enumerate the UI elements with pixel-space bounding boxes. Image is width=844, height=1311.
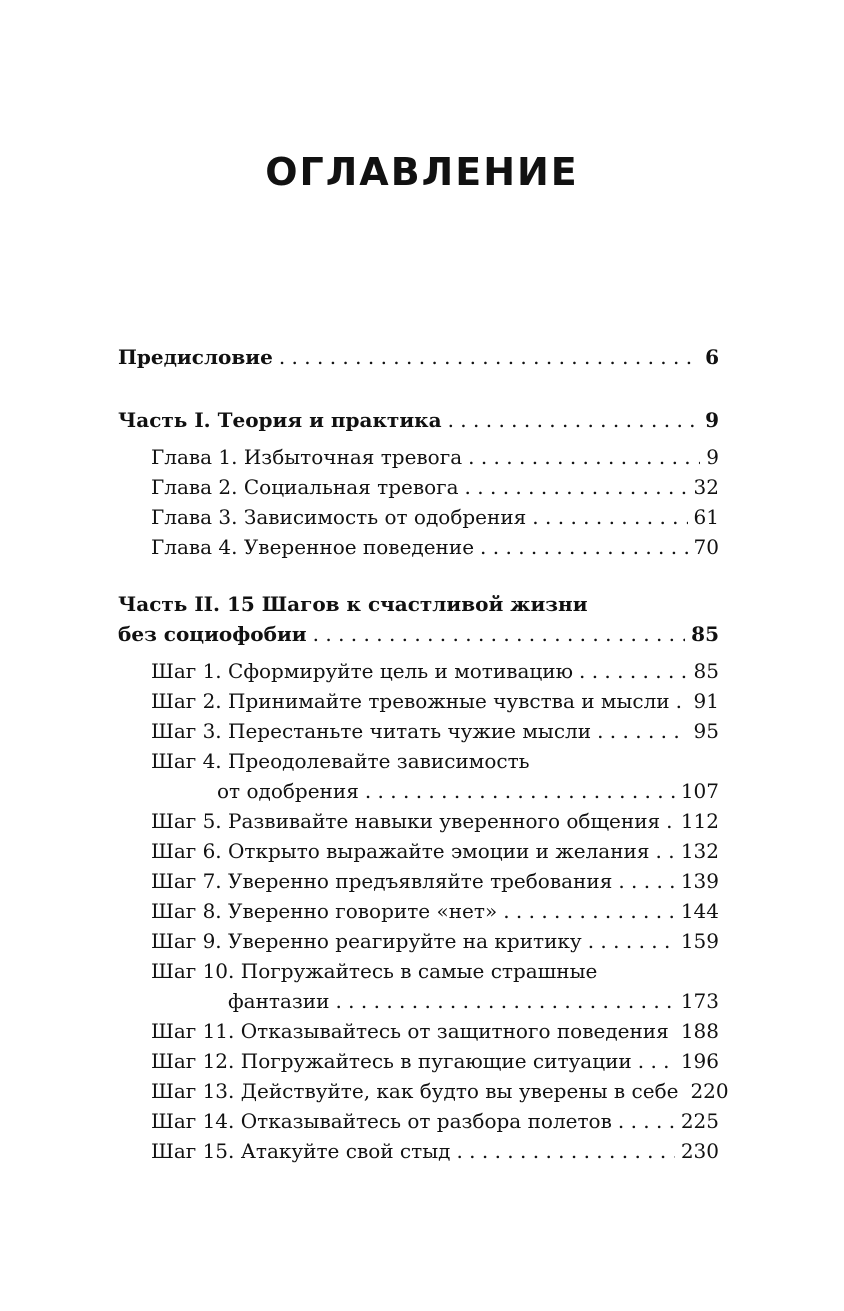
toc-entry-page: 85 xyxy=(691,622,719,646)
toc-entry-title: Шаг 15. Атакуйте свой стыд xyxy=(151,1139,451,1163)
dot-leader xyxy=(279,342,699,372)
toc-entry-title: Шаг 7. Уверенно предъявляйте требования xyxy=(151,869,613,893)
toc-entry-step-12[interactable] xyxy=(151,1046,719,1076)
dot-leader xyxy=(588,926,675,956)
toc-entry-page: 144 xyxy=(680,899,719,923)
toc-entry-page: 230 xyxy=(680,1139,719,1163)
toc-entry-part-2-line1[interactable]: Часть II. 15 Шагов к счастливой жизни xyxy=(118,592,588,616)
toc-entry-page: 6 xyxy=(705,345,719,369)
toc-entry-page: 95 xyxy=(693,719,719,743)
toc-entry-title: Шаг 5. Развивайте навыки уверенного общения xyxy=(151,809,661,833)
toc-entry-page: 91 xyxy=(693,689,719,713)
toc-entry-title: Шаг 11. Отказывайтесь от защитного поведения xyxy=(151,1019,669,1043)
dot-leader xyxy=(468,442,700,472)
toc-entry-chapter-2[interactable] xyxy=(151,472,719,502)
toc-entry-step-1[interactable] xyxy=(151,656,719,686)
toc-entry-chapter-3[interactable] xyxy=(151,502,719,532)
toc-entry-page: 61 xyxy=(693,505,719,529)
toc-entry-preface[interactable] xyxy=(118,342,719,372)
dot-leader xyxy=(335,986,674,1016)
dot-leader xyxy=(618,866,675,896)
toc-entry-step-15[interactable] xyxy=(151,1136,719,1166)
page-title: ОГЛАВЛЕНИЕ xyxy=(265,150,579,194)
toc-entry-page: 32 xyxy=(693,475,719,499)
toc-entry-step-9[interactable] xyxy=(151,926,719,956)
toc-entry-chapter-1[interactable] xyxy=(151,442,719,472)
toc-entry-title: Шаг 8. Уверенно говорите «нет» xyxy=(151,899,498,923)
dot-leader xyxy=(465,472,688,502)
toc-entry-step-10[interactable] xyxy=(228,986,719,1016)
toc-entry-title: Шаг 12. Погружайтесь в пугающие ситуации xyxy=(151,1049,632,1073)
toc-entry-title: Глава 3. Зависимость от одобрения xyxy=(151,505,527,529)
toc-entry-title: Шаг 9. Уверенно реагируйте на критику xyxy=(151,929,582,953)
toc-entry-title: фантазии xyxy=(228,989,330,1013)
toc-entry-page: 85 xyxy=(693,659,719,683)
toc-entry-page: 196 xyxy=(680,1049,719,1073)
toc-entry-title: Глава 2. Социальная тревога xyxy=(151,475,459,499)
toc-entry-page: 9 xyxy=(706,445,719,469)
toc-entry-title: Шаг 2. Принимайте тревожные чувства и мысли xyxy=(151,689,670,713)
toc-entry-chapter-4[interactable] xyxy=(151,532,719,562)
toc-entry-title: Глава 4. Уверенное поведение xyxy=(151,535,475,559)
toc-entry-page: 173 xyxy=(680,989,719,1013)
toc-entry-step-5[interactable] xyxy=(151,806,719,836)
dot-leader xyxy=(313,619,686,649)
toc-entry-title: Шаг 14. Отказывайтесь от разбора полетов xyxy=(151,1109,612,1133)
dot-leader xyxy=(618,1106,675,1136)
toc-entry-part-2[interactable] xyxy=(118,619,719,649)
toc-entry-title: Шаг 13. Действуйте, как будто вы уверены в себе xyxy=(151,1079,679,1103)
toc-entry-title: Шаг 6. Открыто выражайте эмоции и желания xyxy=(151,839,650,863)
toc-entry-part-1[interactable] xyxy=(118,405,719,435)
dot-leader xyxy=(448,405,700,435)
toc-entry-page: 159 xyxy=(680,929,719,953)
toc-entry-step-14[interactable] xyxy=(151,1106,719,1136)
toc-entry-step-6[interactable] xyxy=(151,836,719,866)
toc-entry-title: Предисловие xyxy=(118,345,273,369)
toc-entry-title: Шаг 1. Сформируйте цель и мотивацию xyxy=(151,659,573,683)
toc-entry-step-7[interactable] xyxy=(151,866,719,896)
toc-entry-page: 220 xyxy=(690,1079,729,1103)
dot-leader xyxy=(456,1136,674,1166)
toc-entry-step-2[interactable] xyxy=(151,686,719,716)
toc-entry-title: Часть I. Теория и практика xyxy=(118,408,442,432)
toc-entry-step-3[interactable] xyxy=(151,716,719,746)
toc-entry-title: без социофобии xyxy=(118,622,307,646)
dot-leader xyxy=(676,686,688,716)
toc-entry-page: 70 xyxy=(693,535,719,559)
toc-entry-title: Шаг 3. Перестаньте читать чужие мысли xyxy=(151,719,592,743)
toc-entry-page: 225 xyxy=(680,1109,719,1133)
toc-entry-step-11[interactable] xyxy=(151,1016,719,1046)
toc-entry-page: 139 xyxy=(680,869,719,893)
toc-entry-step-13[interactable] xyxy=(151,1076,729,1106)
toc-entry-page: 112 xyxy=(680,809,719,833)
toc-entry-step-4[interactable] xyxy=(217,776,719,806)
toc-entry-title: Глава 1. Избыточная тревога xyxy=(151,445,463,469)
toc-entry-step-4-line1[interactable]: Шаг 4. Преодолевайте зависимость xyxy=(151,749,530,773)
dot-leader xyxy=(532,502,687,532)
toc-entry-step-8[interactable] xyxy=(151,896,719,926)
toc-entry-page: 188 xyxy=(680,1019,719,1043)
dot-leader xyxy=(480,532,688,562)
dot-leader xyxy=(503,896,675,926)
dot-leader xyxy=(597,716,687,746)
toc-entry-page: 9 xyxy=(705,408,719,432)
dot-leader xyxy=(666,806,675,836)
toc-entry-page: 132 xyxy=(680,839,719,863)
toc-entry-step-10-line1[interactable]: Шаг 10. Погружайтесь в самые страшные xyxy=(151,959,598,983)
dot-leader xyxy=(365,776,675,806)
toc-entry-title: от одобрения xyxy=(217,779,359,803)
dot-leader xyxy=(656,836,675,866)
dot-leader xyxy=(579,656,688,686)
dot-leader xyxy=(638,1046,675,1076)
toc-entry-page: 107 xyxy=(680,779,719,803)
